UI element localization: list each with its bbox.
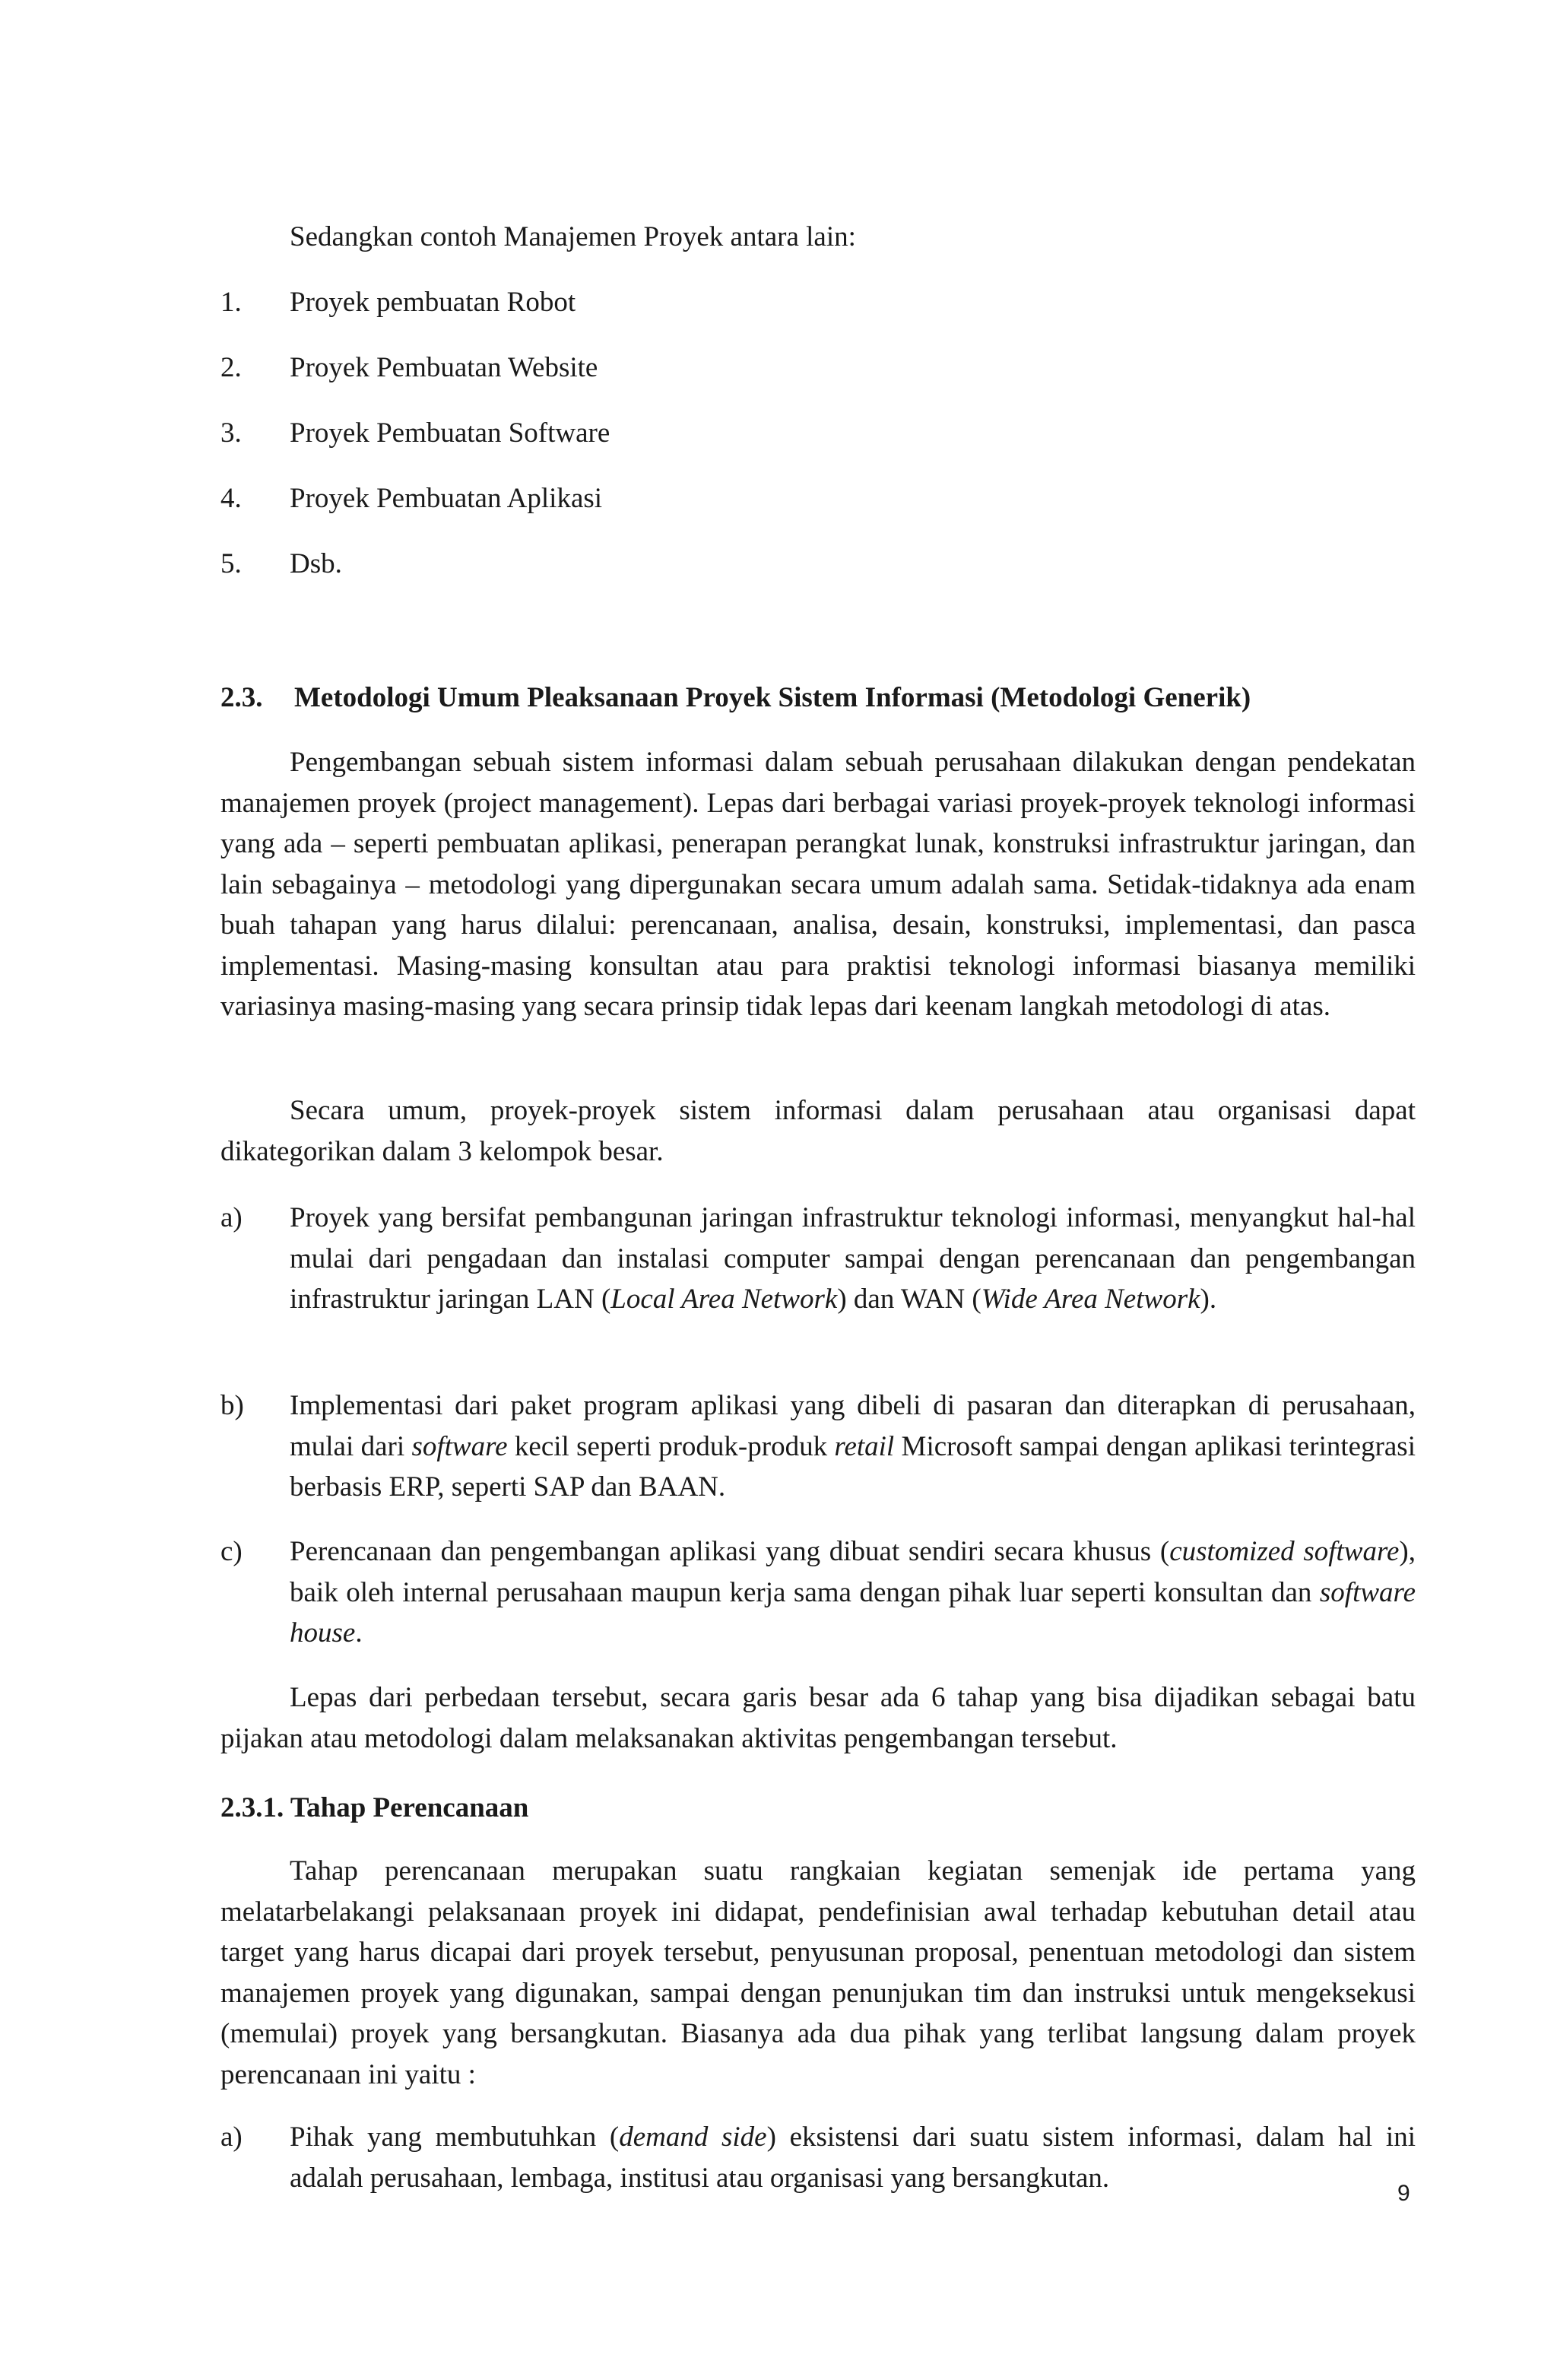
- section-paragraph-1: Pengembangan sebuah sistem informasi dalam sebuah perusahaan dilakukan dengan pendekatan manajemen proyek (project management). Lepas dari berbagai variasi proyek-proyek teknologi informasi yang ada – seperti pembuatan aplikasi, penerapan perangkat lunak, konstruksi infrastruktur jaringan, dan lain sebagainya – metodologi yang dipergunakan secara umum adalah sama. Setidak-tidaknya ada enam buah tahapan yang harus dilalui: perencanaan, analisa, desain, konstruksi, implementasi, dan pasca implementasi. Masing-masing konsultan atau para praktisi teknologi informasi biasanya memiliki variasinya masing-masing yang secara prinsip tidak lepas dari keenam langkah metodologi di atas.: [220, 747, 1416, 1022]
- list-text: Proyek pembuatan Robot: [290, 287, 576, 318]
- section-paragraph-3: Lepas dari perbedaan tersebut, secara garis besar ada 6 tahap yang bisa dijadikan sebagai batu pijakan atau metodologi dalam melaksanakan aktivitas pengembangan tersebut.: [220, 1682, 1416, 1754]
- list-label: c): [220, 1536, 243, 1567]
- category-item-a: [220, 1198, 1416, 1320]
- list-text: Proyek Pembuatan Website: [290, 352, 598, 383]
- section-number: 2.3.: [220, 682, 263, 713]
- list-number: 4.: [220, 483, 242, 514]
- section-title: Metodologi Umum Pleaksanaan Proyek Sistem Informasi (Metodologi Generik): [294, 682, 1251, 713]
- list-number: 2.: [220, 352, 242, 383]
- page-number: 9: [1397, 2181, 1410, 2206]
- section-paragraph-2: Secara umum, proyek-proyek sistem informasi dalam perusahaan atau organisasi dapat dikategorikan dalam 3 kelompok besar.: [220, 1095, 1416, 1167]
- list-label: a): [220, 1202, 243, 1233]
- category-item-c: [220, 1531, 1416, 1654]
- list-text: Proyek Pembuatan Aplikasi: [290, 483, 603, 514]
- list-text: Dsb.: [290, 548, 342, 579]
- list-text: Proyek yang bersifat pembangunan jaringan infrastruktur teknologi informasi, menyangkut hal-hal mulai dari pengadaan dan instalasi computer sampai dengan perencanaan dan pengembangan infrastruktur jaringan LAN (Local Area Network) dan WAN (Wide Area Network).: [290, 1202, 1416, 1315]
- list-text: Proyek Pembuatan Software: [290, 417, 610, 449]
- subsection-paragraph: Tahap perencanaan merupakan suatu rangkaian kegiatan semenjak ide pertama yang melatarbelakangi pelaksanaan proyek ini didapat, pendefinisian awal terhadap kebutuhan detail atau target yang harus dicapai dari proyek tersebut, penyusunan proposal, penentuan metodologi dan sistem manajemen proyek yang digunakan, sampai dengan penunjukan tim dan instruksi untuk mengeksekusi (memulai) proyek yang bersangkutan. Biasanya ada dua pihak yang terlibat langsung dalam proyek perencanaan ini yaitu :: [220, 1855, 1416, 2090]
- list-text: Pihak yang membutuhkan (demand side) eksistensi dari suatu sistem informasi, dalam hal ini adalah perusahaan, lembaga, institusi atau organisasi yang bersangkutan.: [290, 2121, 1416, 2194]
- list-label: a): [220, 2121, 243, 2153]
- list-number: 3.: [220, 417, 242, 449]
- subsection-heading: 2.3.1. Tahap Perencanaan: [220, 1792, 529, 1823]
- category-item-b: [220, 1385, 1416, 1508]
- list-text: Perencanaan dan pengembangan aplikasi yang dibuat sendiri secara khusus (customized software), baik oleh internal perusahaan maupun kerja sama dengan pihak luar seperti konsultan dan software house.: [290, 1536, 1416, 1649]
- party-item-a: [220, 2117, 1416, 2198]
- list-number: 1.: [220, 287, 242, 318]
- list-number: 5.: [220, 548, 242, 579]
- intro-text: Sedangkan contoh Manajemen Proyek antara lain:: [290, 221, 856, 252]
- list-text: Implementasi dari paket program aplikasi yang dibeli di pasaran dan diterapkan di perusahaan, mulai dari software kecil seperti produk-produk retail Microsoft sampai dengan aplikasi terintegrasi berbasis ERP, seperti SAP dan BAAN.: [290, 1390, 1416, 1503]
- list-label: b): [220, 1390, 244, 1421]
